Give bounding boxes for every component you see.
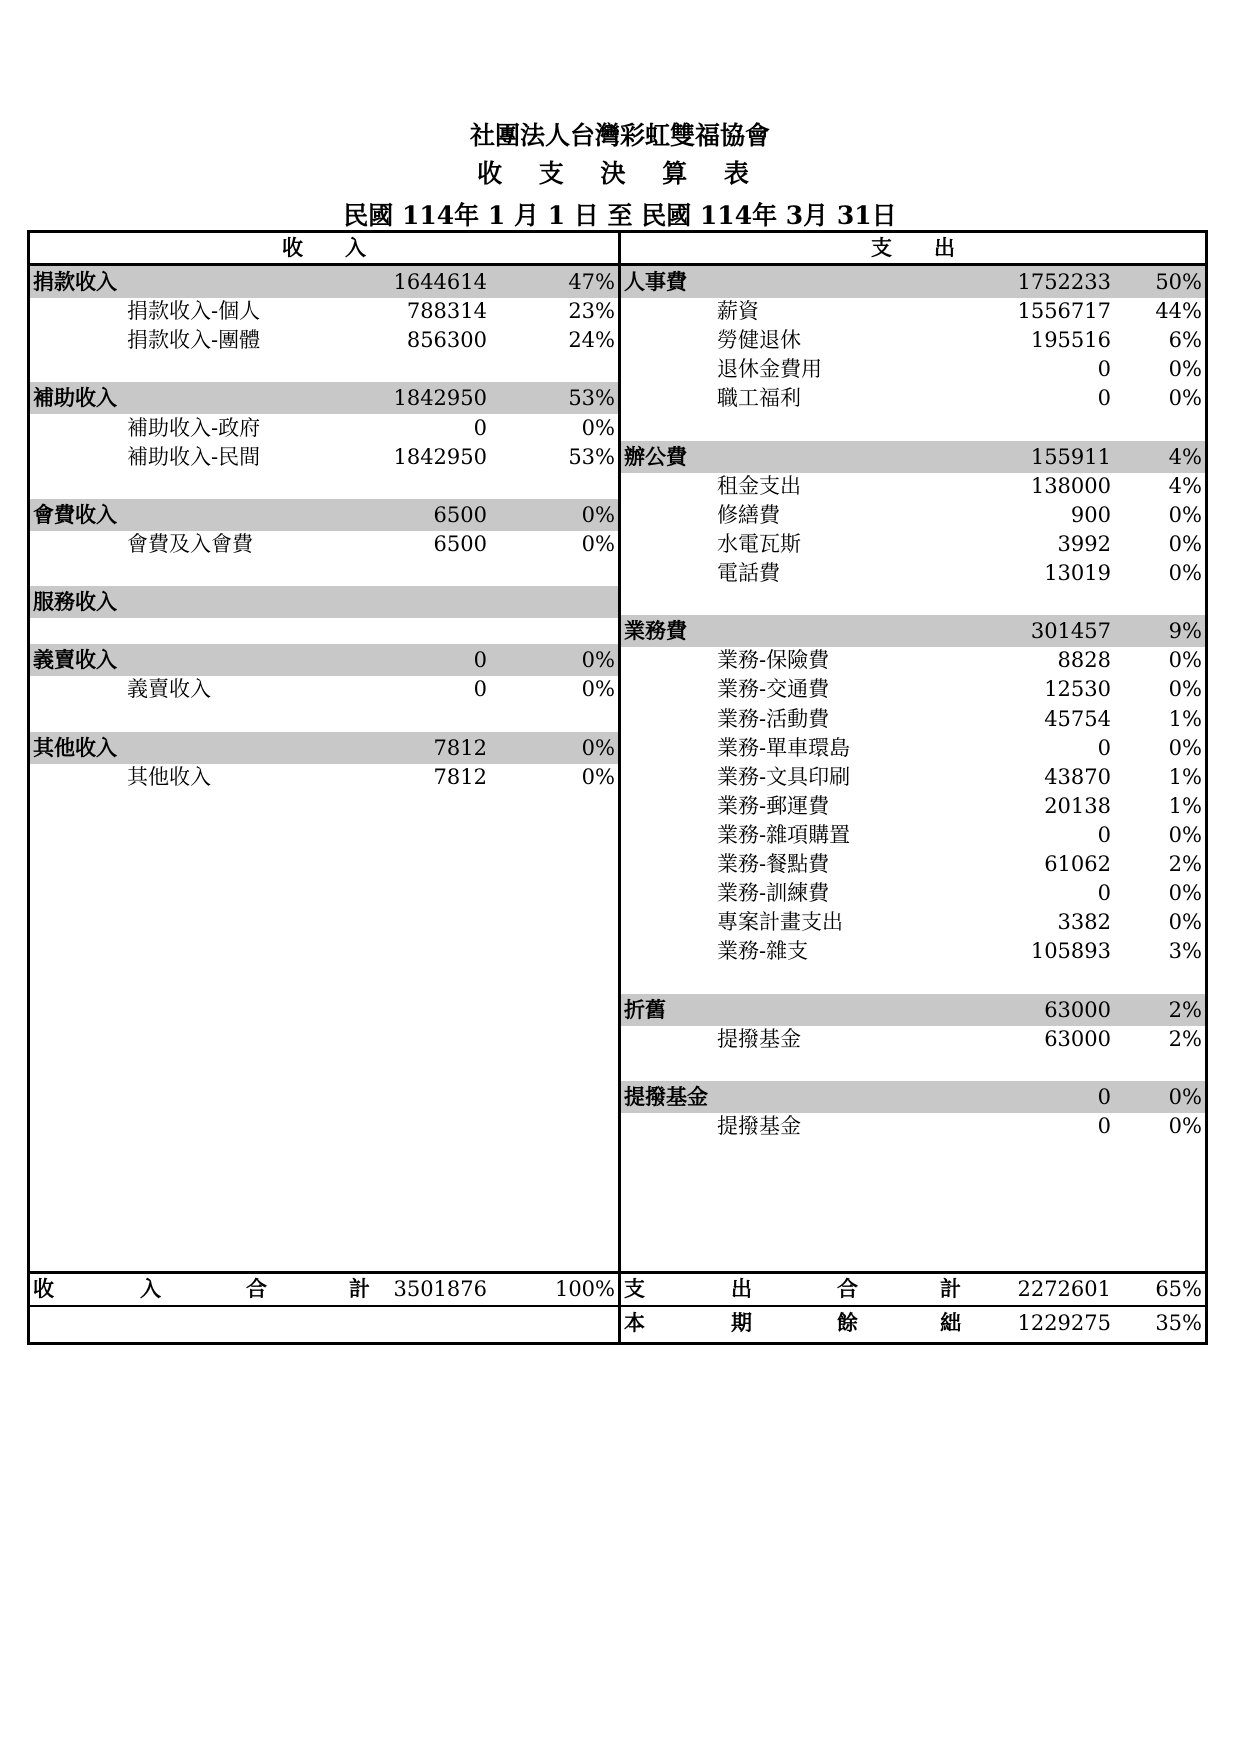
income-row-value: 0 <box>473 648 487 673</box>
income-row-percent: 0% <box>581 415 615 440</box>
expense-total-label-char: 支 <box>624 1276 645 1301</box>
income-row-value: 1644614 <box>393 270 487 294</box>
income-row-percent: 0% <box>581 648 615 673</box>
expense-row-label: 業務-餐點費 <box>717 852 830 876</box>
income-total-value: 3501876 <box>393 1277 487 1301</box>
income-row-label: 捐款收入-個人 <box>127 299 261 324</box>
income-total-label-char: 計 <box>349 1276 370 1301</box>
balance-total-label-char: 絀 <box>940 1310 961 1335</box>
expense-row-category <box>621 441 1205 473</box>
expense-row-label: 薪資 <box>717 299 759 324</box>
expense-row-value: 0 <box>1097 1113 1111 1138</box>
expense-row-value: 45754 <box>1044 706 1111 731</box>
expense-row-percent: 0% <box>1168 1084 1202 1109</box>
report-period: 民國 114年 1 月 1 日 至 民國 114年 3月 31日 <box>343 201 897 230</box>
income-row-blank <box>30 703 618 735</box>
expense-row-label: 人事費 <box>624 269 687 294</box>
expense-row-percent: 44% <box>1155 299 1202 324</box>
expense-row-item <box>621 499 1205 531</box>
expense-row-label: 業務-保險費 <box>717 648 830 673</box>
expense-row-label: 提撥基金 <box>717 1113 801 1138</box>
expense-row-label: 業務-文具印刷 <box>717 764 851 789</box>
balance-total-label-char: 餘 <box>837 1310 858 1335</box>
expense-row-value: 63000 <box>1044 997 1111 1022</box>
expense-total-label-char: 合 <box>837 1276 858 1301</box>
expense-row-value: 1556717 <box>1017 299 1111 324</box>
expense-row-label: 電話費 <box>717 561 780 585</box>
expense-row-percent: 1% <box>1168 706 1202 731</box>
expense-row-label: 業務-雜項購置 <box>717 822 851 847</box>
income-column-header: 收 入 <box>282 235 366 260</box>
organization-name: 社團法人台灣彩虹雙福協會 <box>469 121 770 150</box>
income-row-percent: 23% <box>568 299 615 324</box>
income-row-category <box>30 499 618 531</box>
expense-row-blank <box>621 412 1205 444</box>
income-row-item <box>30 673 618 705</box>
income-row-value: 1842950 <box>393 444 487 469</box>
income-row-item <box>30 528 618 560</box>
expense-row-category <box>621 994 1205 1026</box>
income-row-value: 0 <box>473 677 487 702</box>
expense-row-item <box>621 557 1205 589</box>
income-row-item <box>30 441 618 473</box>
expense-row-value: 155911 <box>1030 444 1111 469</box>
expense-row-item <box>621 673 1205 705</box>
expense-total-value: 2272601 <box>1017 1277 1111 1301</box>
expense-row-item <box>621 761 1205 793</box>
income-row-blank <box>30 557 618 589</box>
expense-row-label: 業務-交通費 <box>717 677 830 702</box>
income-row-percent: 24% <box>568 328 615 353</box>
income-total-percent: 100% <box>554 1277 615 1301</box>
income-row-percent: 53% <box>568 386 615 411</box>
balance-total-label-char: 期 <box>731 1310 752 1335</box>
expense-row-value: 63000 <box>1044 1026 1111 1051</box>
expense-row-item <box>621 848 1205 880</box>
expense-row-percent: 4% <box>1168 473 1202 498</box>
income-row-label: 義賣收入 <box>33 647 117 673</box>
expense-row-percent: 0% <box>1168 357 1202 382</box>
expense-row-label: 辦公費 <box>624 443 687 469</box>
expense-row-percent: 0% <box>1168 648 1202 673</box>
expense-row-value: 3382 <box>1057 910 1111 935</box>
expense-row-item <box>621 790 1205 822</box>
expense-row-label: 租金支出 <box>717 473 801 498</box>
expense-row-value: 138000 <box>1030 473 1111 498</box>
expense-row-blank <box>621 1052 1205 1084</box>
income-row-value: 7812 <box>433 735 487 760</box>
income-row-blank <box>30 615 618 647</box>
income-row-blank <box>30 470 618 502</box>
expense-row-label: 折舊 <box>624 996 666 1022</box>
income-row-item <box>30 295 618 327</box>
expense-row-percent: 6% <box>1168 328 1202 353</box>
expense-row-percent: 1% <box>1168 793 1202 818</box>
expense-row-percent: 2% <box>1168 852 1202 876</box>
expense-row-value: 1752233 <box>1017 270 1111 294</box>
expense-column-header: 支 出 <box>871 235 955 260</box>
expense-row-label: 退休金費用 <box>717 357 822 382</box>
expense-row-value: 0 <box>1097 735 1111 760</box>
expense-row-value: 61062 <box>1044 852 1111 876</box>
income-row-value: 6500 <box>433 531 487 556</box>
expense-row-percent: 1% <box>1168 764 1202 789</box>
income-row-category <box>30 266 618 298</box>
income-row-category <box>30 732 618 764</box>
expense-row-percent: 0% <box>1168 386 1202 411</box>
income-expense-table <box>27 230 1208 1345</box>
income-row-label: 補助收入 <box>33 385 117 411</box>
income-total-label-char: 合 <box>246 1276 267 1301</box>
income-row-label: 補助收入-政府 <box>127 415 261 440</box>
income-row-item <box>30 761 618 793</box>
expense-row-item <box>621 819 1205 851</box>
expense-row-item <box>621 470 1205 502</box>
expense-row-item <box>621 528 1205 560</box>
expense-row-percent: 0% <box>1168 502 1202 527</box>
expense-row-percent: 0% <box>1168 881 1202 906</box>
expense-row-item <box>621 353 1205 385</box>
expense-row-percent: 0% <box>1168 910 1202 935</box>
expense-total-label-char: 出 <box>731 1276 752 1301</box>
balance-total-value: 1229275 <box>1017 1311 1111 1335</box>
income-total-row <box>30 1273 618 1305</box>
income-row-label: 義賣收入 <box>127 677 211 702</box>
expense-row-category <box>621 1081 1205 1113</box>
expense-row-value: 0 <box>1097 357 1111 382</box>
expense-row-label: 勞健退休 <box>717 328 801 353</box>
expense-row-percent: 0% <box>1168 561 1202 585</box>
income-row-item <box>30 324 618 356</box>
income-row-percent: 53% <box>568 444 615 469</box>
expense-row-item <box>621 644 1205 676</box>
expense-row-item <box>621 906 1205 938</box>
expense-row-label: 修繕費 <box>717 502 780 527</box>
income-row-value: 856300 <box>406 328 487 353</box>
expense-row-label: 業務費 <box>624 618 687 644</box>
expense-row-value: 0 <box>1097 881 1111 906</box>
expense-row-item <box>621 1110 1205 1142</box>
expense-total-percent: 65% <box>1155 1277 1202 1301</box>
income-row-label: 其他收入 <box>127 764 211 789</box>
income-row-label: 會費收入 <box>33 501 117 527</box>
expense-row-percent: 0% <box>1168 677 1202 702</box>
expense-row-label: 業務-活動費 <box>717 706 830 731</box>
expense-row-value: 0 <box>1097 822 1111 847</box>
income-row-item <box>30 412 618 444</box>
income-row-value: 6500 <box>433 502 487 527</box>
expense-row-percent: 2% <box>1168 1026 1202 1051</box>
income-row-label: 其他收入 <box>33 734 117 760</box>
expense-row-label: 提撥基金 <box>624 1083 708 1109</box>
income-total-label-char: 入 <box>140 1276 161 1301</box>
income-row-label: 會費及入會費 <box>127 531 253 556</box>
income-row-value: 1842950 <box>393 386 487 411</box>
income-row-category <box>30 382 618 414</box>
income-row-percent: 0% <box>581 764 615 789</box>
income-row-percent: 0% <box>581 502 615 527</box>
report-title: 收 支 決 算 表 <box>477 159 763 188</box>
expense-row-label: 提撥基金 <box>717 1026 801 1051</box>
expense-total-row <box>621 1273 1205 1305</box>
income-total-label-char: 收 <box>33 1276 54 1301</box>
income-row-percent: 0% <box>581 531 615 556</box>
expense-row-percent: 9% <box>1168 619 1202 644</box>
expense-row-percent: 50% <box>1155 270 1202 294</box>
expense-row-item <box>621 703 1205 735</box>
income-row-label: 補助收入-民間 <box>127 444 261 469</box>
expense-row-percent: 3% <box>1168 939 1202 964</box>
expense-row-value: 301457 <box>1030 619 1111 644</box>
expense-row-label: 業務-單車環島 <box>717 735 851 760</box>
expense-row-value: 105893 <box>1030 939 1111 964</box>
expense-row-value: 20138 <box>1044 793 1111 818</box>
expense-row-label: 職工福利 <box>717 386 801 411</box>
balance-total-label-char: 本 <box>624 1310 645 1335</box>
expense-row-item <box>621 935 1205 967</box>
income-row-blank <box>30 353 618 385</box>
expense-row-item <box>621 382 1205 414</box>
expense-row-item <box>621 877 1205 909</box>
expense-row-blank <box>621 964 1205 996</box>
expense-row-percent: 0% <box>1168 531 1202 556</box>
income-row-value: 7812 <box>433 764 487 789</box>
expense-row-value: 3992 <box>1057 531 1111 556</box>
expense-row-label: 業務-郵運費 <box>717 793 830 818</box>
expense-row-value: 0 <box>1097 1084 1111 1109</box>
expense-row-value: 13019 <box>1044 561 1111 585</box>
expense-row-item <box>621 295 1205 327</box>
expense-row-percent: 0% <box>1168 1113 1202 1138</box>
expense-row-label: 業務-雜支 <box>717 939 809 964</box>
income-row-label: 服務收入 <box>33 589 117 615</box>
income-row-label: 捐款收入-團體 <box>127 328 261 353</box>
balance-total-row <box>621 1307 1205 1339</box>
expense-row-percent: 0% <box>1168 822 1202 847</box>
income-row-value: 788314 <box>406 299 487 324</box>
expense-row-item <box>621 1023 1205 1055</box>
expense-row-value: 900 <box>1070 502 1111 527</box>
income-row-percent: 0% <box>581 677 615 702</box>
expense-row-percent: 0% <box>1168 735 1202 760</box>
expense-row-category <box>621 266 1205 298</box>
expense-row-value: 195516 <box>1030 328 1111 353</box>
expense-row-percent: 2% <box>1168 997 1202 1022</box>
expense-row-label: 專案計畫支出 <box>717 910 843 935</box>
expense-row-label: 水電瓦斯 <box>717 531 801 556</box>
income-row-label: 捐款收入 <box>33 269 117 294</box>
income-row-percent: 0% <box>581 735 615 760</box>
income-row-category <box>30 644 618 676</box>
expense-row-label: 業務-訓練費 <box>717 881 830 906</box>
income-row-category <box>30 586 618 618</box>
expense-row-value: 43870 <box>1044 764 1111 789</box>
expense-row-value: 0 <box>1097 386 1111 411</box>
income-row-value: 0 <box>473 415 487 440</box>
expense-row-item <box>621 732 1205 764</box>
expense-row-item <box>621 324 1205 356</box>
expense-total-label-char: 計 <box>940 1276 961 1301</box>
expense-row-percent: 4% <box>1168 444 1202 469</box>
expense-row-value: 12530 <box>1044 677 1111 702</box>
expense-row-blank <box>621 586 1205 618</box>
balance-total-percent: 35% <box>1155 1311 1202 1335</box>
expense-row-value: 8828 <box>1057 648 1111 673</box>
income-row-percent: 47% <box>568 270 615 294</box>
expense-row-category <box>621 615 1205 647</box>
